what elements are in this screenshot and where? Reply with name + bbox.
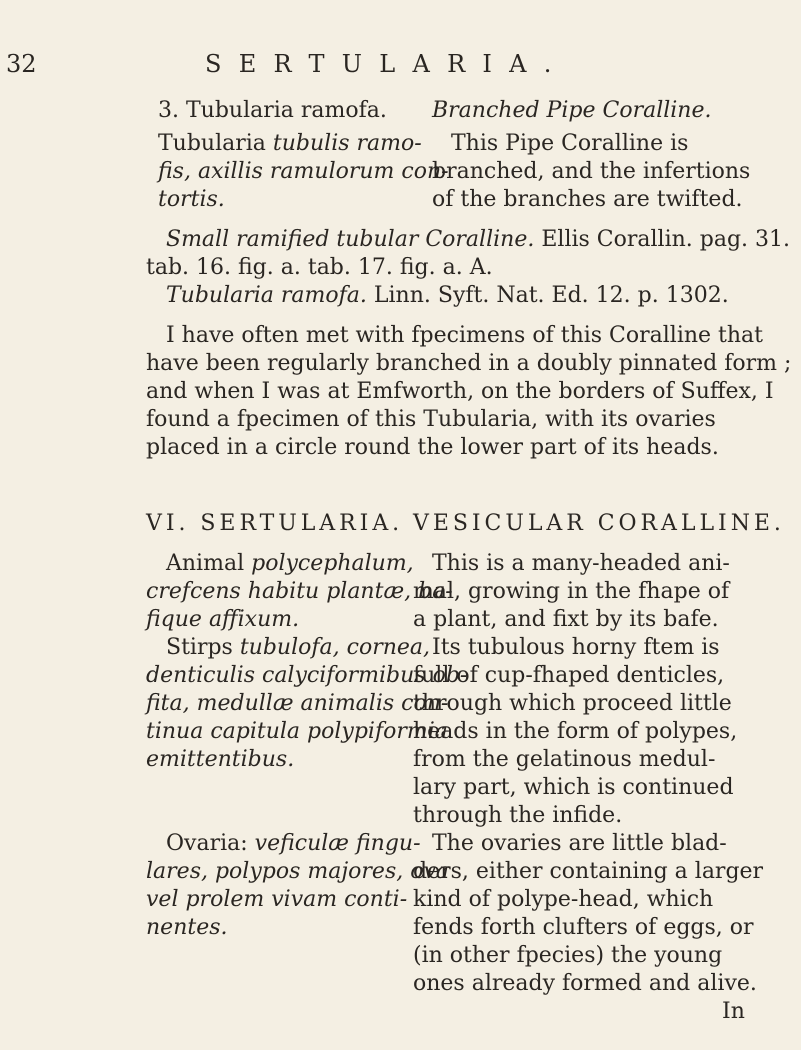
english-desc-line: of the branches are twifted. bbox=[432, 187, 743, 212]
running-title: SERTULARIA. bbox=[205, 50, 569, 78]
latin-column-line: lares, polypos majores, ova bbox=[146, 859, 450, 884]
catchword: In bbox=[722, 999, 745, 1024]
latin-column-line: vel prolem vivam conti- bbox=[146, 887, 408, 912]
english-column-line: ones already formed and alive. bbox=[413, 971, 757, 996]
english-column-line: (in other fpecies) the young bbox=[413, 943, 723, 968]
latin-column-line: emittentibus. bbox=[146, 747, 295, 772]
paragraph-line: have been regularly branched in a doubly pinnated form ; bbox=[146, 351, 792, 376]
paragraph-line: placed in a circle round the lower part of its heads. bbox=[146, 435, 719, 460]
english-column-line: heads in the form of polypes, bbox=[413, 719, 738, 744]
english-column-line: Its tubulous horny ftem is bbox=[432, 635, 720, 660]
english-column-line: through the infide. bbox=[413, 803, 623, 828]
english-column-line: kind of polype-head, which bbox=[413, 887, 714, 912]
reference-linnaeus: Tubularia ramofa. Linn. Syft. Nat. Ed. 12. p. 1302. bbox=[166, 283, 729, 308]
latin-column-line: Animal polycephalum, bbox=[166, 551, 414, 576]
english-column-line: lary part, which is continued bbox=[413, 775, 734, 800]
latin-desc-line: Tubularia tubulis ramo- bbox=[158, 131, 422, 156]
latin-column-line: Stirps tubulofa, cornea, bbox=[166, 635, 431, 660]
paragraph-line: found a fpecimen of this Tubularia, with its ovaries bbox=[146, 407, 716, 432]
page-header bbox=[0, 50, 801, 90]
english-column-line: full of cup-fhaped denticles, bbox=[413, 663, 725, 688]
page-number: 32 bbox=[6, 50, 37, 78]
english-desc-line: branched, and the infertions bbox=[432, 159, 751, 184]
english-desc-line: This Pipe Coralline is bbox=[451, 131, 689, 156]
latin-column-line: tinua capitula polypiformia bbox=[146, 719, 448, 744]
english-column-line: mal, growing in the fhape of bbox=[413, 579, 730, 604]
latin-column-line: fique affixum. bbox=[146, 607, 300, 632]
english-column-line: ders, either containing a larger bbox=[413, 859, 764, 884]
species-latin-heading: 3. Tubularia ramofa. bbox=[158, 98, 387, 123]
english-column-line: through which proceed little bbox=[413, 691, 732, 716]
latin-column-line: crefcens habitu plantæ, ba- bbox=[146, 579, 453, 604]
english-column-line: from the gelatinous medul- bbox=[413, 747, 716, 772]
genus-latin-heading: VI. SERTULARIA. bbox=[146, 511, 404, 536]
latin-desc-line: tortis. bbox=[158, 187, 225, 212]
genus-english-heading: VESICULAR CORALLINE. bbox=[413, 511, 785, 536]
latin-desc-line: fis, axillis ramulorum con- bbox=[158, 159, 449, 184]
reference-ellis-continued: tab. 16. fig. a. tab. 17. fig. a. A. bbox=[146, 255, 493, 280]
reference-ellis: Small ramified tubular Coralline. Ellis Corallin. pag. 31. bbox=[166, 227, 791, 252]
latin-column-line: Ovaria: veficulæ fingu- bbox=[166, 831, 421, 856]
latin-column-line: denticulis calyciformibus ob- bbox=[146, 663, 468, 688]
species-english-heading: Branched Pipe Coralline. bbox=[432, 98, 712, 123]
english-column-line: a plant, and fixt by its bafe. bbox=[413, 607, 719, 632]
english-column-line: This is a many-headed ani- bbox=[432, 551, 730, 576]
english-column-line: The ovaries are little blad- bbox=[432, 831, 727, 856]
paragraph-line: I have often met with fpecimens of this Coralline that bbox=[166, 323, 764, 348]
paragraph-line: and when I was at Emfworth, on the borders of Suffex, I bbox=[146, 379, 774, 404]
latin-column-line: nentes. bbox=[146, 915, 228, 940]
english-column-line: fends forth clufters of eggs, or bbox=[413, 915, 754, 940]
latin-column-line: fita, medullæ animalis con- bbox=[146, 691, 449, 716]
